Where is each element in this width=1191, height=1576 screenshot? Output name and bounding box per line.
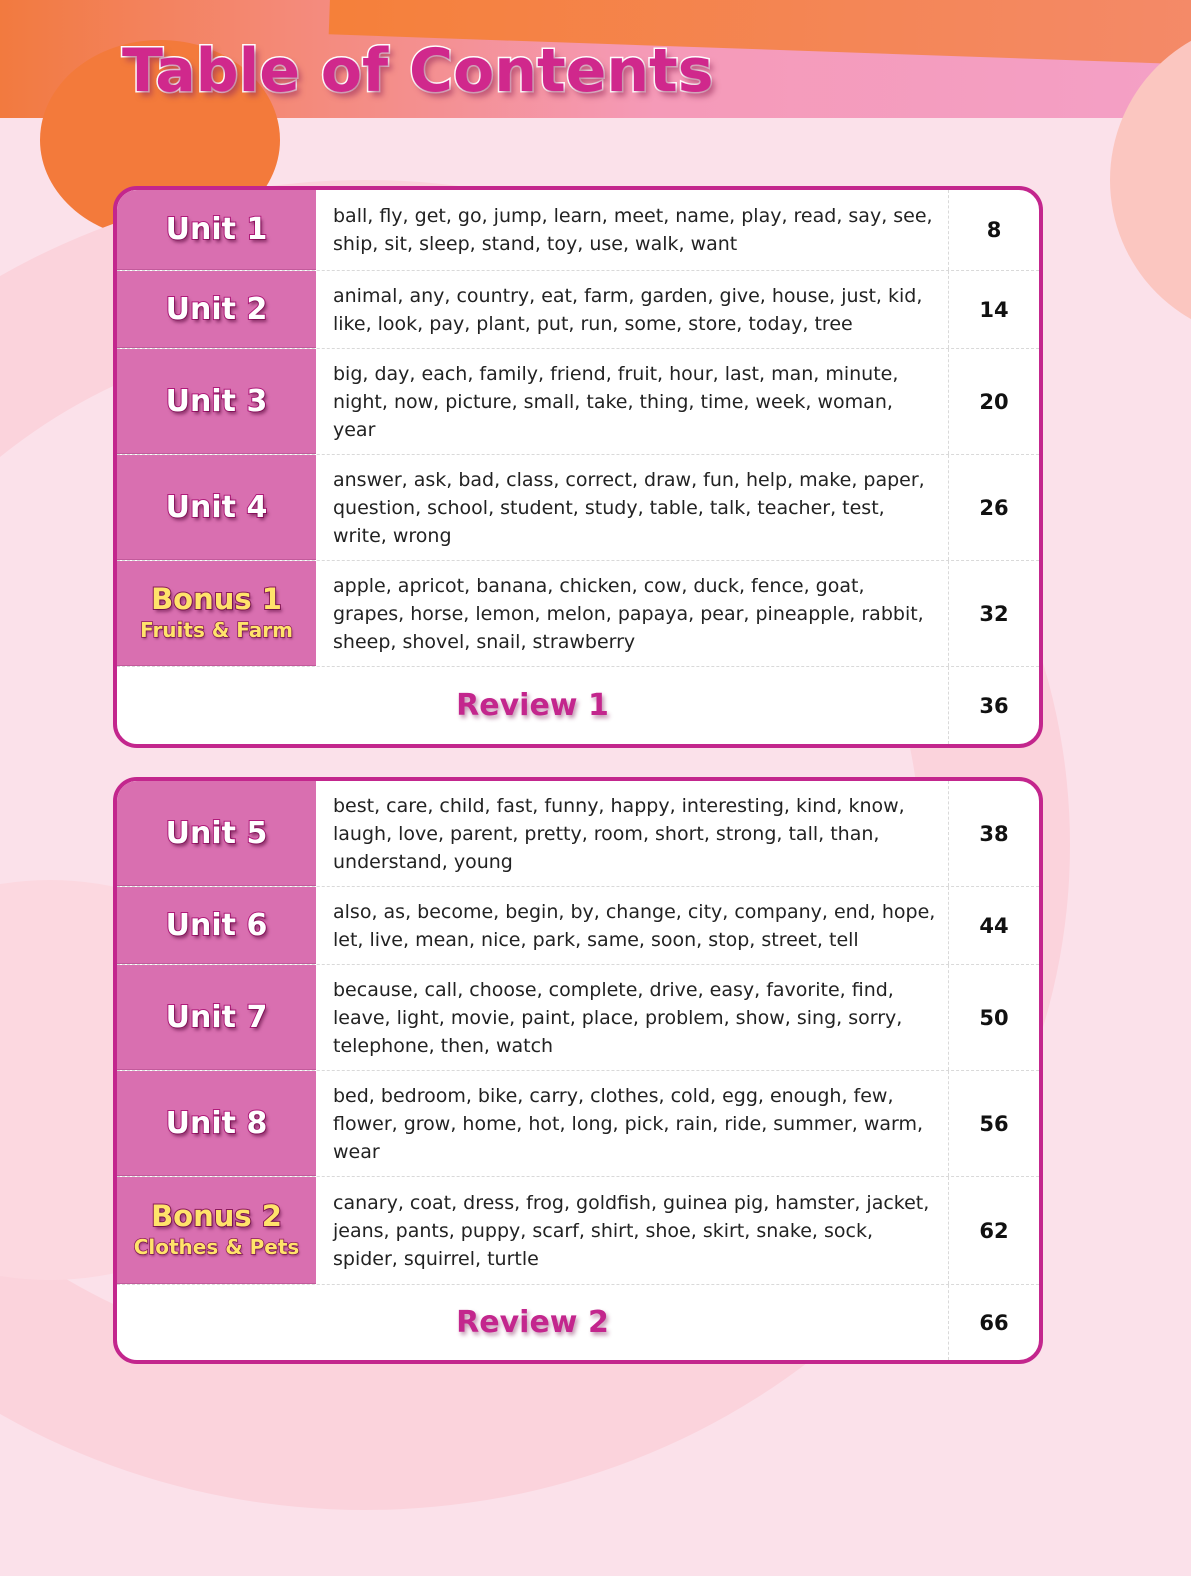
unit-label: Unit 6 <box>165 907 268 943</box>
page-number: 50 <box>979 1005 1009 1030</box>
toc-row-review-1[interactable] <box>117 667 1039 744</box>
toc-row-unit-4[interactable] <box>117 455 1039 561</box>
row-label-cell <box>117 190 316 270</box>
page-number: 66 <box>979 1310 1009 1335</box>
toc-row-bonus-1[interactable] <box>117 561 1039 667</box>
page-number: 44 <box>979 913 1009 938</box>
row-label-cell <box>117 1071 316 1176</box>
vocabulary-list: canary, coat, dress, frog, goldfish, guinea pig, hamster, jacket, jeans, pants, puppy, scarf, shirt, shoe, skirt, snake, sock, spider, squirrel, turtle <box>316 1177 949 1284</box>
row-label-cell <box>117 349 316 454</box>
vocabulary-list: animal, any, country, eat, farm, garden, give, house, just, kid, like, look, pay, plant, put, run, some, store, today, tree <box>316 271 949 348</box>
vocabulary-list: answer, ask, bad, class, correct, draw, fun, help, make, paper, question, school, student, study, table, talk, teacher, test, write, wrong <box>316 455 949 560</box>
vocabulary-list: bed, bedroom, bike, carry, clothes, cold, egg, enough, few, flower, grow, home, hot, long, pick, rain, ride, summer, warm, wear <box>316 1071 949 1176</box>
unit-label: Unit 1 <box>165 212 268 247</box>
page-number: 36 <box>979 693 1009 718</box>
page-number: 26 <box>979 495 1009 520</box>
unit-label: Unit 4 <box>165 489 268 525</box>
review-label: Review 1 <box>456 688 609 723</box>
page-title: Table of Contents <box>122 36 714 106</box>
toc-row-unit-6[interactable] <box>117 887 1039 965</box>
page-number: 20 <box>979 389 1009 414</box>
toc-row-unit-2[interactable] <box>117 271 1039 349</box>
page-number: 8 <box>986 218 1002 242</box>
row-label-cell <box>117 455 316 560</box>
row-label-cell <box>117 887 316 964</box>
bonus-label: Bonus 2 <box>151 1199 282 1233</box>
toc-row-unit-1[interactable] <box>117 190 1039 271</box>
vocabulary-list: ball, fly, get, go, jump, learn, meet, name, play, read, say, see, ship, sit, sleep, stand, toy, use, walk, want <box>316 190 949 270</box>
unit-label: Unit 5 <box>165 815 268 851</box>
page-number: 32 <box>979 601 1009 626</box>
page-number: 14 <box>979 297 1009 322</box>
bonus-label: Bonus 1 <box>151 582 282 616</box>
unit-label: Unit 7 <box>165 999 268 1035</box>
toc-row-unit-3[interactable] <box>117 349 1039 455</box>
page-number: 38 <box>979 821 1009 846</box>
bonus-sublabel: Fruits & Farm <box>140 618 293 642</box>
review-label: Review 2 <box>456 1305 609 1340</box>
review-label-cell <box>117 667 949 744</box>
vocabulary-list: also, as, become, begin, by, change, city, company, end, hope, let, live, mean, nice, park, same, soon, stop, street, tell <box>316 887 949 964</box>
bonus-sublabel: Clothes & Pets <box>133 1235 300 1259</box>
row-label-cell <box>117 1177 316 1284</box>
review-label-cell <box>117 1285 949 1360</box>
page-number: 62 <box>979 1218 1009 1243</box>
page-number: 56 <box>979 1111 1009 1136</box>
toc-row-bonus-2[interactable] <box>117 1177 1039 1285</box>
toc-row-unit-5[interactable] <box>117 781 1039 887</box>
toc-row-review-2[interactable] <box>117 1285 1039 1360</box>
vocabulary-list: best, care, child, fast, funny, happy, interesting, kind, know, laugh, love, parent, pretty, room, short, strong, tall, than, understand, young <box>316 781 949 886</box>
unit-label: Unit 2 <box>165 291 268 327</box>
vocabulary-list: because, call, choose, complete, drive, easy, favorite, find, leave, light, movie, paint, place, problem, show, sing, sorry, telephone, then, watch <box>316 965 949 1070</box>
toc-section-1 <box>113 186 1043 748</box>
toc-row-unit-7[interactable] <box>117 965 1039 1071</box>
toc-row-unit-8[interactable] <box>117 1071 1039 1177</box>
vocabulary-list: big, day, each, family, friend, fruit, hour, last, man, minute, night, now, picture, small, take, thing, time, week, woman, year <box>316 349 949 454</box>
row-label-cell <box>117 561 316 666</box>
row-label-cell <box>117 781 316 886</box>
row-label-cell <box>117 271 316 348</box>
unit-label: Unit 8 <box>165 1105 268 1141</box>
row-label-cell <box>117 965 316 1070</box>
toc-section-2 <box>113 777 1043 1364</box>
unit-label: Unit 3 <box>165 383 268 419</box>
vocabulary-list: apple, apricot, banana, chicken, cow, duck, fence, goat, grapes, horse, lemon, melon, papaya, pear, pineapple, rabbit, sheep, shovel, snail, strawberry <box>316 561 949 666</box>
